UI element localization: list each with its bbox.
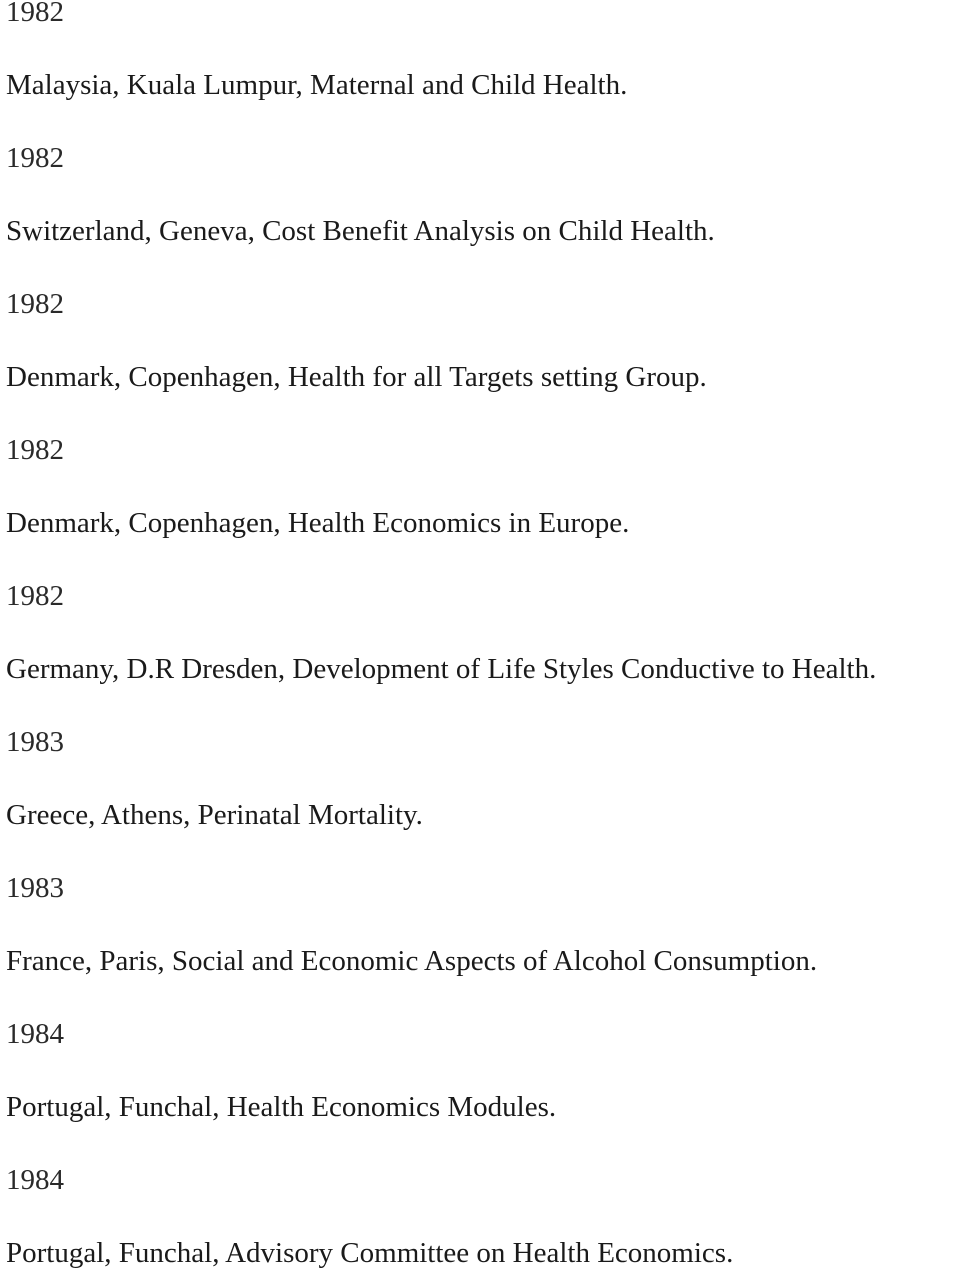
entry-event: Malaysia, Kuala Lumpur, Maternal and Child Health. bbox=[6, 69, 628, 101]
entry-year: 1982 bbox=[6, 580, 64, 612]
entry-event: Denmark, Copenhagen, Health for all Targets setting Group. bbox=[6, 361, 707, 393]
entry-event: Switzerland, Geneva, Cost Benefit Analysis on Child Health. bbox=[6, 215, 715, 247]
entry-year: 1983 bbox=[6, 872, 64, 904]
entry-year: 1982 bbox=[6, 0, 64, 28]
entry-year: 1982 bbox=[6, 142, 64, 174]
entry-event: Denmark, Copenhagen, Health Economics in Europe. bbox=[6, 507, 630, 539]
entry-year: 1982 bbox=[6, 434, 64, 466]
entry-year: 1982 bbox=[6, 288, 64, 320]
entry-year: 1984 bbox=[6, 1164, 64, 1196]
entry-event: Portugal, Funchal, Advisory Committee on Health Economics. bbox=[6, 1237, 734, 1269]
entry-event: Portugal, Funchal, Health Economics Modules. bbox=[6, 1091, 557, 1123]
entry-event: Germany, D.R Dresden, Development of Life Styles Conductive to Health. bbox=[6, 653, 877, 685]
entry-event: Greece, Athens, Perinatal Mortality. bbox=[6, 799, 423, 831]
entry-year: 1983 bbox=[6, 726, 64, 758]
entry-year: 1984 bbox=[6, 1018, 64, 1050]
entry-event: France, Paris, Social and Economic Aspects of Alcohol Consumption. bbox=[6, 945, 818, 977]
